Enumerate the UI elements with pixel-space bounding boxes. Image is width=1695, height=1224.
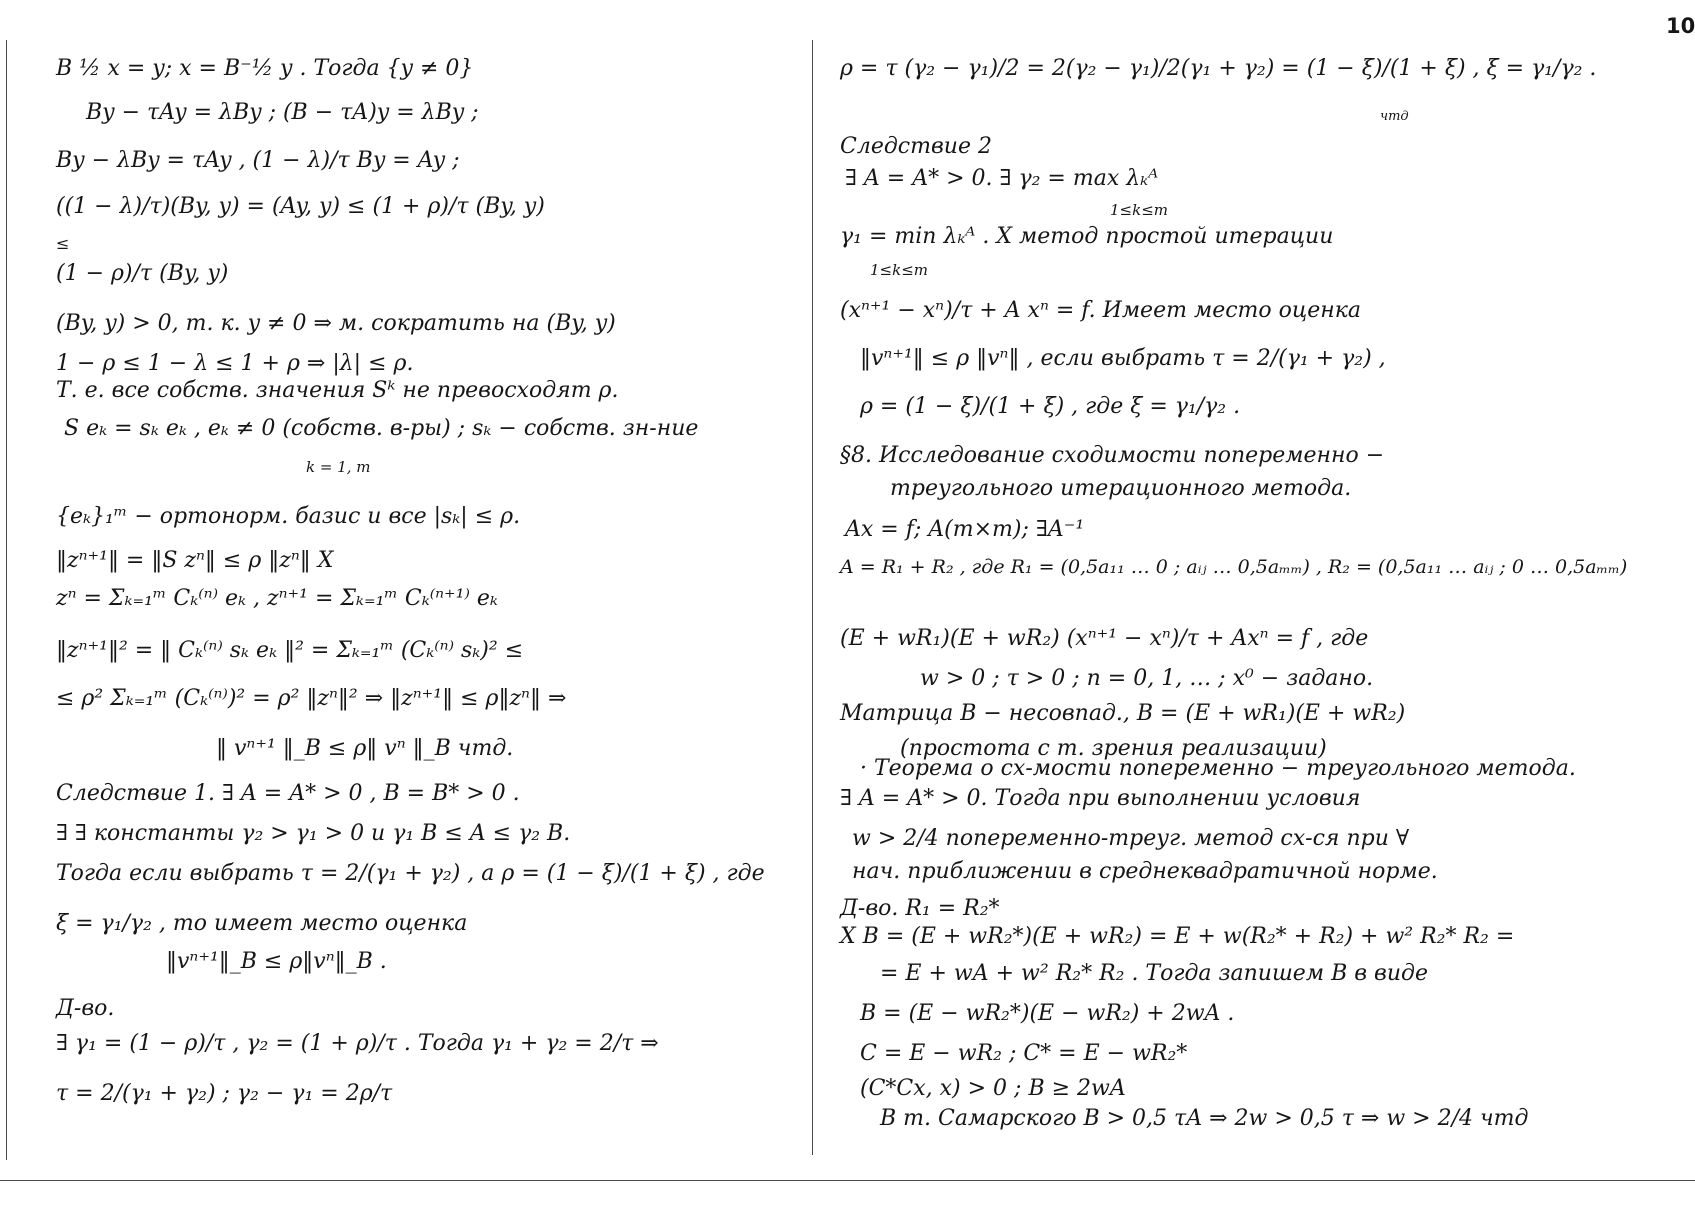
left-line: Т. е. все собств. значения Sᵏ не превосходят ρ. — [56, 378, 619, 403]
right-line: ρ = (1 − ξ)/(1 + ξ) , где ξ = γ₁/γ₂ . — [860, 394, 1241, 419]
left-line: 1 − ρ ≤ 1 − λ ≤ 1 + ρ ⇒ |λ| ≤ ρ. — [56, 351, 414, 376]
right-line: ρ = τ (γ₂ − γ₁)/2 = 2(γ₂ − γ₁)/2(γ₁ + γ₂) = (1 − ξ)/(1 + ξ) , ξ = γ₁/γ₂ . — [840, 56, 1597, 81]
left-line: B ½ x = y; x = B⁻½ y . Тогда {y ≠ 0} — [56, 56, 474, 81]
right-line: треугольного итерационного метода. — [890, 476, 1352, 501]
right-line: Д-во. R₁ = R₂* — [840, 896, 1000, 921]
left-line: ‖zⁿ⁺¹‖ = ‖S zⁿ‖ ≤ ρ ‖zⁿ‖ X — [56, 548, 334, 573]
right-line: = E + wA + w² R₂* R₂ . Тогда запишем B в виде — [880, 961, 1428, 986]
right-line: (xⁿ⁺¹ − xⁿ)/τ + A xⁿ = f. Имеет место оценка — [840, 298, 1361, 323]
left-line: ∃ ∃ константы γ₂ > γ₁ > 0 и γ₁ B ≤ A ≤ γ₂ B. — [56, 821, 571, 846]
right-line: w > 2/4 попеременно-треуг. метод сх-ся при ∀ — [852, 826, 1410, 851]
page-number: 10 — [1666, 14, 1695, 38]
right-line: A = R₁ + R₂ , где R₁ = (0,5a₁₁ … 0 ; aᵢⱼ … 0,5aₘₘ) , R₂ = (0,5a₁₁ … aᵢⱼ ; 0 … 0,5aₘₘ) — [840, 556, 1628, 578]
left-line: ∃ γ₁ = (1 − ρ)/τ , γ₂ = (1 + ρ)/τ . Тогда γ₁ + γ₂ = 2/τ ⇒ — [56, 1031, 659, 1056]
right-line: (E + wR₁)(E + wR₂) (xⁿ⁺¹ − xⁿ)/τ + Axⁿ = f , где — [840, 626, 1369, 651]
right-line: · Теорема о сх-мости попеременно − треугольного метода. — [860, 756, 1576, 781]
right-line: (C*Cx, x) > 0 ; B ≥ 2wA — [860, 1076, 1126, 1101]
left-line: ≤ ρ² Σₖ₌₁ᵐ (Cₖ⁽ⁿ⁾)² = ρ² ‖zⁿ‖² ⇒ ‖zⁿ⁺¹‖ ≤ ρ‖zⁿ‖ ⇒ — [56, 686, 567, 711]
right-line: (простота с т. зрения реализации) — [900, 736, 1327, 761]
left-line: S eₖ = sₖ eₖ , eₖ ≠ 0 (собств. в-ры) ; sₖ − собств. зн-ние — [64, 416, 699, 441]
right-line: Ax = f; A(m×m); ∃A⁻¹ — [845, 517, 1085, 542]
left-line: ξ = γ₁/γ₂ , то имеет место оценка — [56, 911, 468, 936]
right-line: 1≤k≤m — [1110, 201, 1168, 219]
left-line: Тогда если выбрать τ = 2/(γ₁ + γ₂) , а ρ = (1 − ξ)/(1 + ξ) , где — [56, 861, 765, 886]
right-line: Матрица B − несовпад., B = (E + wR₁)(E + wR₂) — [840, 701, 1406, 726]
left-line: ≤ — [56, 234, 70, 253]
left-line: (By, y) > 0, т. к. y ≠ 0 ⇒ м. сократить на (By, y) — [56, 311, 616, 336]
left-line: ‖vⁿ⁺¹‖_B ≤ ρ‖vⁿ‖_B . — [166, 949, 387, 974]
right-line: Следствие 2 — [840, 134, 992, 159]
right-line: X B = (E + wR₂*)(E + wR₂) = E + w(R₂* + R₂) + w² R₂* R₂ = — [840, 924, 1515, 949]
right-line: ∃ A = A* > 0. ∃ γ₂ = max λₖᴬ — [845, 166, 1159, 191]
right-line: §8. Исследование сходимости попеременно − — [840, 443, 1385, 468]
left-line: τ = 2/(γ₁ + γ₂) ; γ₂ − γ₁ = 2ρ/τ — [56, 1081, 393, 1106]
right-line: w > 0 ; τ > 0 ; n = 0, 1, … ; x⁰ − задано. — [920, 666, 1374, 691]
left-line: {eₖ}₁ᵐ − ортонорм. базис и все |sₖ| ≤ ρ. — [56, 504, 521, 529]
left-column — [56, 58, 796, 1168]
left-line: Следствие 1. ∃ A = A* > 0 , B = B* > 0 . — [56, 781, 520, 806]
left-line: zⁿ = Σₖ₌₁ᵐ Cₖ⁽ⁿ⁾ eₖ , zⁿ⁺¹ = Σₖ₌₁ᵐ Cₖ⁽ⁿ⁺¹⁾ eₖ — [56, 586, 498, 611]
left-line: ‖zⁿ⁺¹‖² = ‖ Cₖ⁽ⁿ⁾ sₖ eₖ ‖² = Σₖ₌₁ᵐ (Cₖ⁽ⁿ⁾ sₖ)² ≤ — [56, 638, 524, 663]
left-page-border — [6, 40, 7, 1160]
left-line: (1 − ρ)/τ (By, y) — [56, 261, 229, 286]
center-fold-line — [812, 40, 813, 1155]
right-line: γ₁ = min λₖᴬ . X метод простой итерации — [840, 224, 1334, 249]
left-line: ‖ vⁿ⁺¹ ‖_B ≤ ρ‖ vⁿ ‖_B чтд. — [216, 736, 514, 761]
left-line: Д-во. — [56, 996, 115, 1021]
right-line: ‖vⁿ⁺¹‖ ≤ ρ ‖vⁿ‖ , если выбрать τ = 2/(γ₁ + γ₂) , — [860, 346, 1386, 371]
left-line: By − τAy = λBy ; (B − τA)y = λBy ; — [86, 100, 479, 125]
left-line: ((1 − λ)/τ)(By, y) = (Ay, y) ≤ (1 + ρ)/τ (By, y) — [56, 194, 545, 219]
right-line: 1≤k≤m — [870, 261, 928, 279]
right-column — [840, 58, 1660, 1158]
right-line: ∃ A = A* > 0. Тогда при выполнении условия — [840, 786, 1361, 811]
left-line: By − λBy = τAy , (1 − λ)/τ By = Ay ; — [56, 148, 460, 173]
right-line: В т. Самарского B > 0,5 τA ⇒ 2w > 0,5 τ ⇒ w > 2/4 чтд — [880, 1106, 1529, 1131]
bottom-page-border — [0, 1180, 1695, 1181]
right-line: C = E − wR₂ ; C* = E − wR₂* — [860, 1041, 1188, 1066]
right-line: чтд — [1380, 109, 1409, 124]
left-line: k = 1, m — [306, 458, 371, 476]
right-line: B = (E − wR₂*)(E − wR₂) + 2wA . — [860, 1001, 1235, 1026]
right-line: нач. приближении в среднеквадратичной норме. — [852, 859, 1438, 884]
